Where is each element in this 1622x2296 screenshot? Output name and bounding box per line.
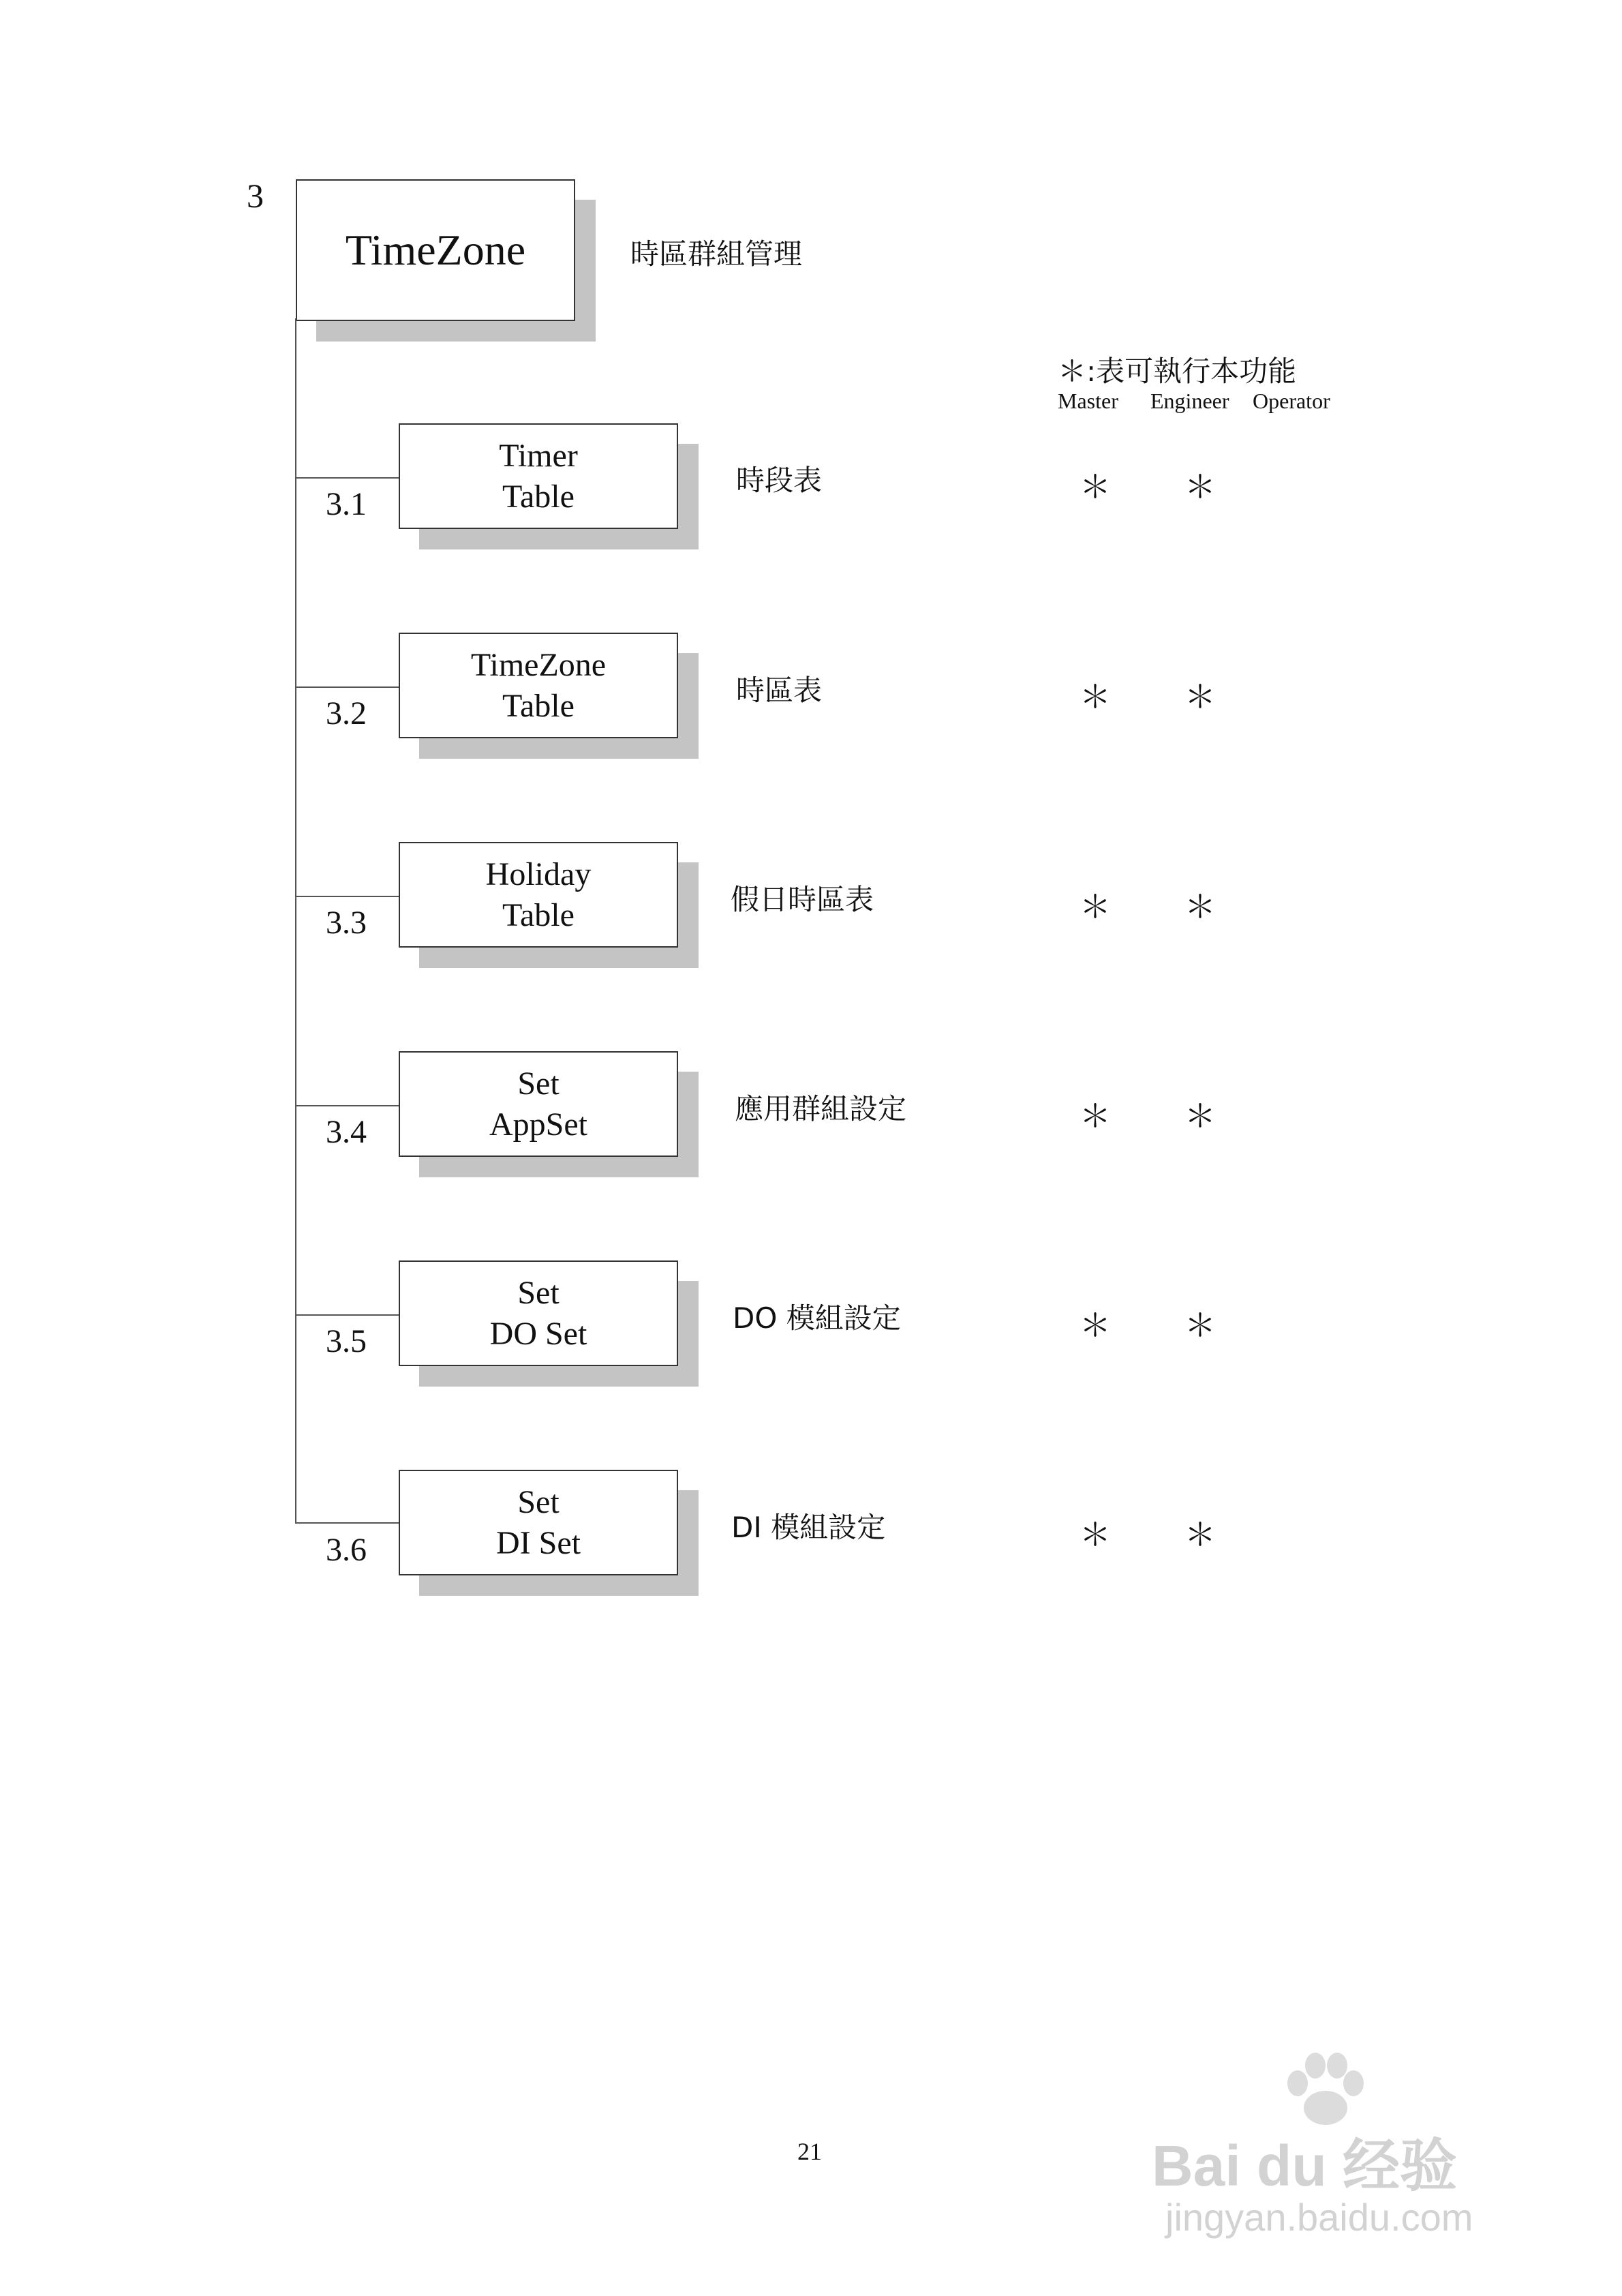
item-box <box>399 842 678 948</box>
mark-master: ＊ <box>1080 888 1111 925</box>
tree-branch <box>295 896 399 897</box>
item-description: 時段表 <box>736 464 823 497</box>
item-box <box>399 1470 678 1575</box>
mark-engineer: ＊ <box>1184 1516 1216 1553</box>
item-box-line2: DO Set <box>489 1315 587 1352</box>
mark-master: ＊ <box>1080 1307 1111 1344</box>
item-box-line1: Set <box>517 1274 560 1311</box>
mark-master: ＊ <box>1080 468 1111 505</box>
item-box <box>399 633 678 738</box>
mark-master: ＊ <box>1080 1516 1111 1553</box>
item-description: 假日時區表 <box>731 883 874 916</box>
item-box-line2: Table <box>502 896 575 933</box>
item-number: 3.5 <box>326 1323 367 1359</box>
item-number: 3.4 <box>326 1114 367 1150</box>
item-box <box>399 423 678 529</box>
root-description: 時區群組管理 <box>630 237 803 271</box>
mark-engineer: ＊ <box>1184 888 1216 925</box>
legend-asterisk: ＊ <box>1058 354 1087 388</box>
tree-trunk <box>295 318 296 1523</box>
tree-branch <box>295 1105 399 1106</box>
item-box-line2: Table <box>502 478 575 515</box>
role-engineer: Engineer <box>1150 389 1229 413</box>
item-box-line1: Set <box>517 1065 560 1102</box>
page-number: 21 <box>797 2138 822 2165</box>
item-description: 時區表 <box>736 674 823 707</box>
item-description: DO 模組設定 <box>733 1301 901 1335</box>
item-box-line1: Holiday <box>485 856 592 892</box>
item-box <box>399 1260 678 1366</box>
tree-branch <box>295 477 399 479</box>
paw-icon <box>1281 2052 1370 2127</box>
item-box-line1: Timer <box>499 437 578 474</box>
item-box-line2: DI Set <box>496 1524 581 1561</box>
item-box-line2: Table <box>502 687 575 724</box>
item-number: 3.6 <box>326 1532 367 1568</box>
role-master: Master <box>1058 389 1118 413</box>
section-number: 3 <box>247 177 264 215</box>
item-box-line1: TimeZone <box>470 646 607 683</box>
role-operator: Operator <box>1253 389 1330 413</box>
item-box <box>399 1051 678 1157</box>
tree-branch <box>295 686 399 688</box>
watermark-brand: Bai du 经验 <box>1152 2134 1458 2198</box>
root-box-timezone <box>296 179 575 321</box>
item-number: 3.1 <box>326 486 367 522</box>
watermark <box>1152 2052 1561 2256</box>
item-description: 應用群組設定 <box>735 1092 907 1126</box>
root-box-title: TimeZone <box>345 226 526 274</box>
tree-branch <box>295 1314 399 1316</box>
item-box-line2: AppSet <box>489 1106 587 1143</box>
mark-master: ＊ <box>1080 678 1111 715</box>
mark-engineer: ＊ <box>1184 678 1216 715</box>
tree-branch <box>295 1522 399 1524</box>
item-description: DI 模組設定 <box>731 1511 886 1544</box>
watermark-url: jingyan.baidu.com <box>1165 2196 1473 2239</box>
mark-engineer: ＊ <box>1184 1307 1216 1344</box>
item-box-line1: Set <box>517 1483 560 1520</box>
mark-engineer: ＊ <box>1184 1098 1216 1134</box>
legend-text: :表可執行本功能 <box>1086 354 1297 388</box>
item-number: 3.2 <box>326 695 367 731</box>
legend-line <box>1058 349 1296 390</box>
mark-master: ＊ <box>1080 1098 1111 1134</box>
mark-engineer: ＊ <box>1184 468 1216 505</box>
item-number: 3.3 <box>326 905 367 941</box>
